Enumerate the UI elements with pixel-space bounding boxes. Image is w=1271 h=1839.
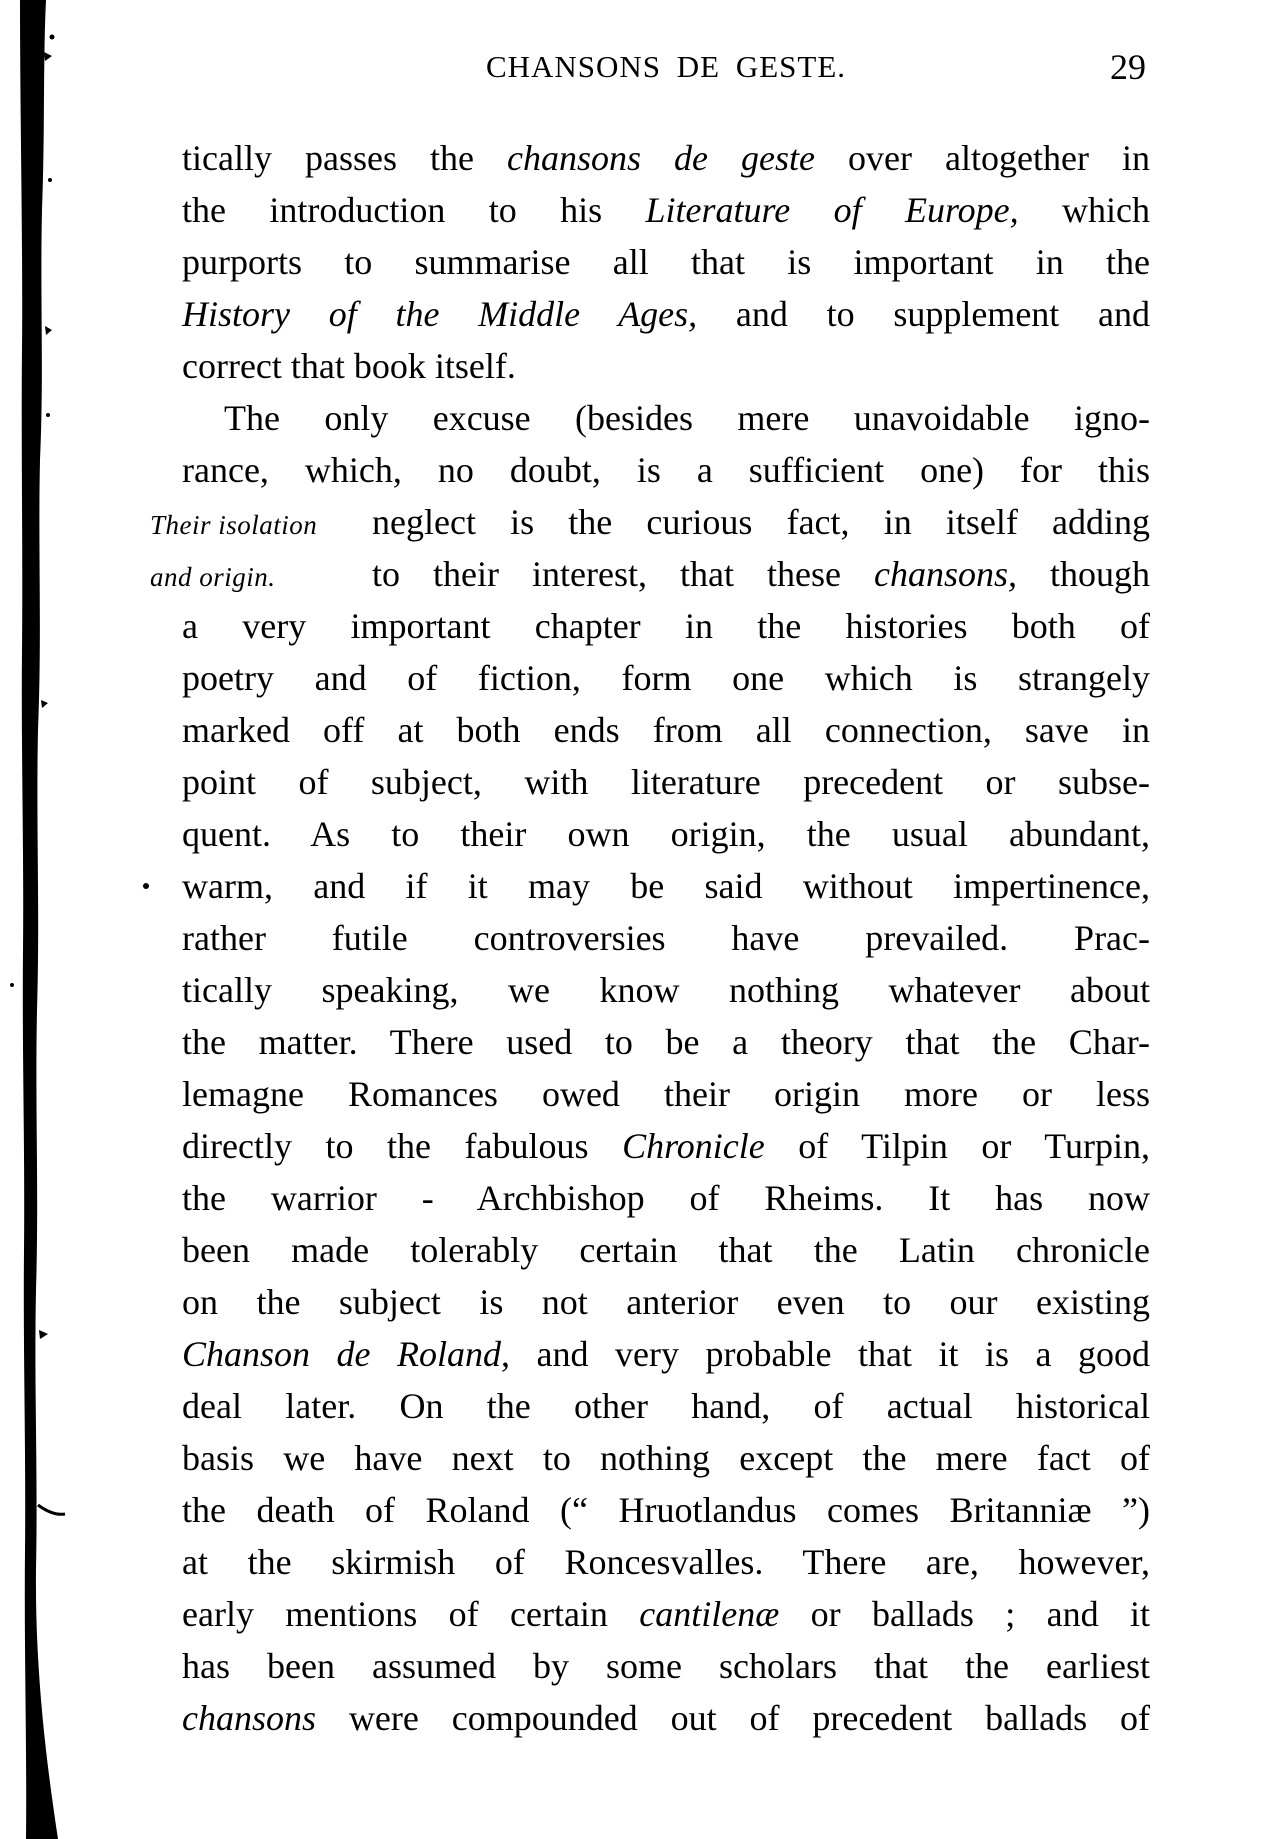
text-line <box>182 860 1150 912</box>
italic-phrase: Chanson de Roland <box>182 1334 502 1374</box>
text-line <box>182 1484 1150 1536</box>
text-line <box>182 1068 1150 1120</box>
text-segment: The only excuse (besides mere unavoidable igno- <box>224 398 1150 438</box>
text-segment: point of subject, with literature precedent or subse- <box>182 762 1150 802</box>
text-segment: the matter. There used to be a theory that the Char- <box>182 1022 1150 1062</box>
text-segment: has been assumed by some scholars that the earliest <box>182 1646 1150 1686</box>
text-segment: or ballads ; and it <box>779 1594 1150 1634</box>
text-line <box>182 1016 1150 1068</box>
text-line <box>182 1536 1150 1588</box>
page-body <box>182 132 1150 1744</box>
text-segment: were compounded out of precedent ballads of <box>316 1698 1150 1738</box>
text-segment: purports to summarise all that is important in the <box>182 242 1150 282</box>
text-segment: at the skirmish of Roncesvalles. There are, however, <box>182 1542 1150 1582</box>
text-segment: been made tolerably certain that the Latin chronicle <box>182 1230 1150 1270</box>
italic-phrase: Literature of Europe, <box>645 190 1019 230</box>
margin-note-line-2: and origin. <box>150 562 276 592</box>
italic-phrase: chansons de geste <box>507 138 816 178</box>
page-number: 29 <box>1110 47 1146 87</box>
text-segment: neglect is the curious fact, in itself adding <box>372 502 1150 542</box>
text-line <box>182 756 1150 808</box>
text-segment: , and very probable that it is a good <box>501 1334 1151 1374</box>
text-segment: the death of Roland (“ Hruotlandus comes Britanniæ ”) <box>182 1490 1150 1530</box>
text-line <box>182 392 1150 444</box>
scan-gutter-artifact <box>0 0 160 1839</box>
text-segment: deal later. On the other hand, of actual historical <box>182 1386 1150 1426</box>
text-line <box>182 340 1150 392</box>
text-segment: tically speaking, we know nothing whatever about <box>182 970 1150 1010</box>
text-line <box>182 1380 1150 1432</box>
text-line <box>182 184 1150 236</box>
running-title: CHANSONS DE GESTE. <box>485 49 847 84</box>
text-segment: on the subject is not anterior even to our existing <box>182 1282 1150 1322</box>
text-line <box>372 496 1150 548</box>
margin-note-line-1: Their isolation <box>150 510 318 540</box>
text-segment: basis we have next to nothing except the mere fact of <box>182 1438 1150 1478</box>
text-line <box>182 1224 1150 1276</box>
text-segment: early mentions of certain <box>182 1594 640 1634</box>
text-line <box>182 1328 1150 1380</box>
text-line <box>182 1172 1150 1224</box>
text-line <box>182 1120 1150 1172</box>
italic-phrase: History of the Middle Ages, <box>182 294 698 334</box>
text-line <box>182 132 1150 184</box>
italic-phrase: chansons <box>182 1698 316 1738</box>
text-segment: rather futile controversies have prevailed. Prac- <box>182 918 1150 958</box>
text-segment: rance, which, no doubt, is a sufficient one) for this <box>182 450 1150 490</box>
text-line <box>182 1432 1150 1484</box>
text-line <box>182 652 1150 704</box>
text-line <box>372 548 1150 600</box>
text-line <box>182 444 1150 496</box>
text-segment: which <box>1018 190 1150 230</box>
text-line <box>182 964 1150 1016</box>
text-segment: and to supplement and <box>697 294 1150 334</box>
text-segment: though <box>1016 554 1150 594</box>
text-line <box>182 1276 1150 1328</box>
text-segment: the warrior - Archbishop of Rheims. It has now <box>182 1178 1150 1218</box>
text-line <box>182 704 1150 756</box>
text-segment: warm, and if it may be said without impertinence, <box>182 866 1150 906</box>
text-line <box>182 1692 1150 1744</box>
text-segment: the introduction to his <box>182 190 646 230</box>
text-segment: quent. As to their own origin, the usual abundant, <box>182 814 1150 854</box>
text-segment: poetry and of fiction, form one which is strangely <box>182 658 1150 698</box>
text-segment: correct that book itself. <box>182 346 516 386</box>
text-line <box>182 808 1150 860</box>
text-segment: over altogether in <box>815 138 1150 178</box>
text-segment: directly to the fabulous <box>182 1126 623 1166</box>
text-segment: lemagne Romances owed their origin more or less <box>182 1074 1150 1114</box>
italic-phrase: cantilenæ <box>639 1594 780 1634</box>
text-line <box>182 1640 1150 1692</box>
text-segment: of Tilpin or Turpin, <box>764 1126 1150 1166</box>
text-line <box>182 1588 1150 1640</box>
text-segment: a very important chapter in the histories both of <box>182 606 1150 646</box>
text-line <box>182 236 1150 288</box>
italic-phrase: Chronicle <box>622 1126 765 1166</box>
text-line <box>182 600 1150 652</box>
text-segment: tically passes the <box>182 138 508 178</box>
text-line <box>182 288 1150 340</box>
text-segment: to their interest, that these <box>372 554 874 594</box>
italic-phrase: chansons, <box>873 554 1017 594</box>
text-line <box>182 912 1150 964</box>
text-segment: marked off at both ends from all connection, save in <box>182 710 1150 750</box>
